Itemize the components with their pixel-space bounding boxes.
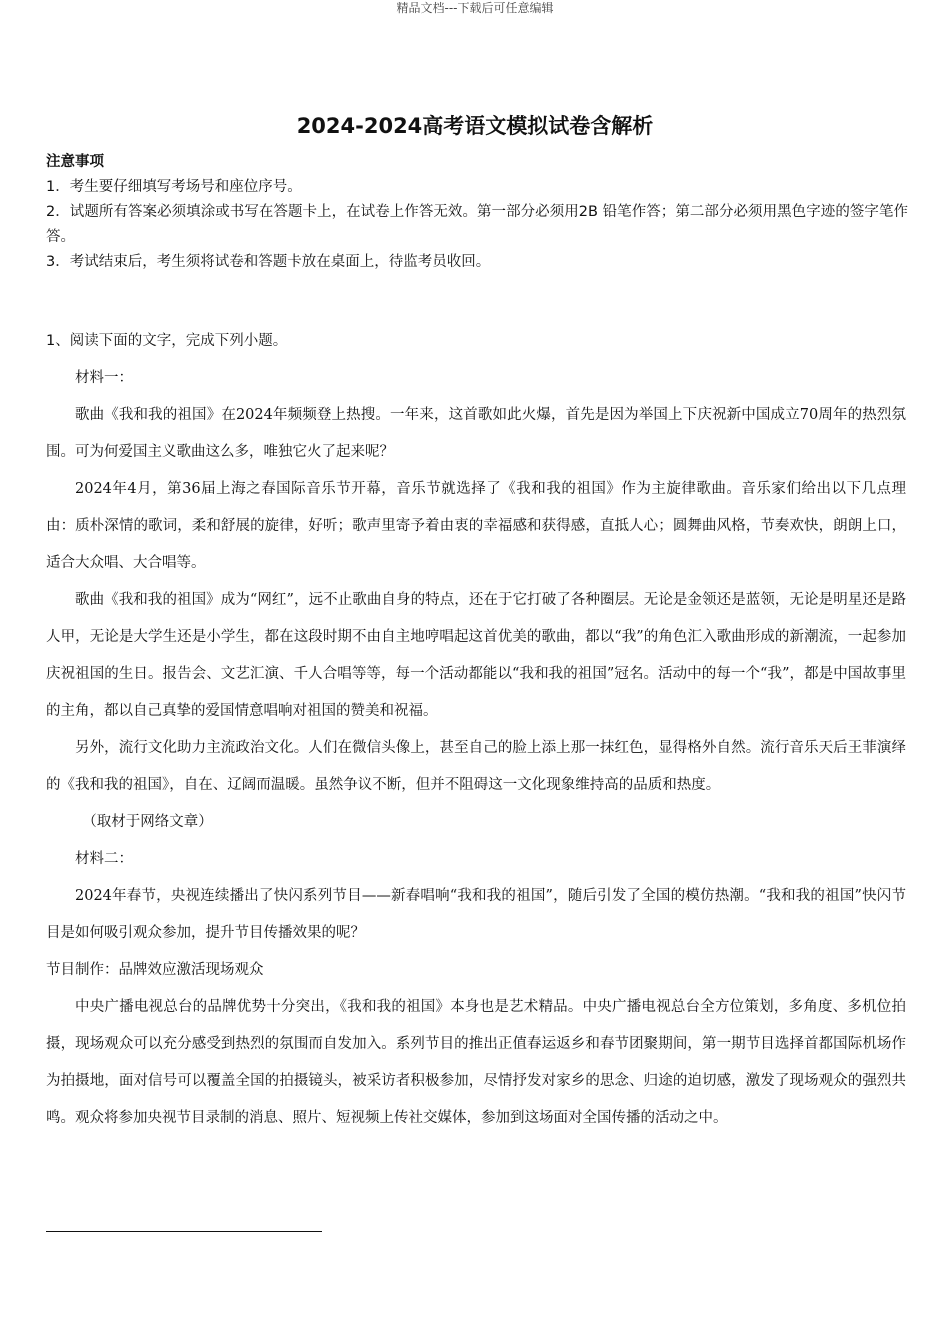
material1-paragraph: 另外，流行文化助力主流政治文化。人们在微信头像上，甚至自己的脸上添上那一抹红色，显得格外自然。流行音乐天后王菲演绎的《我和我的祖国》，自在、辽阔而温暖。虽然争议不断，但并不阻碍这一文化现象维持高的品质和热度。 <box>46 740 906 793</box>
notes-item-2: 2．试题所有答案必须填涂或书写在答题卡上，在试卷上作答无效。第一部分必须用2B 铅笔作答；第二部分必须用黑色字迹的签字笔作答。 <box>46 204 908 245</box>
question-content <box>46 323 906 1137</box>
question-heading: 1、阅读下面的文字，完成下列小题。 <box>46 333 288 349</box>
notes-heading: 注意事项 <box>46 154 104 170</box>
notes-item-1: 1．考生要仔细填写考场号和座位序号。 <box>46 179 302 195</box>
material1-paragraph: 歌曲《我和我的祖国》成为“网红”，远不止歌曲自身的特点，还在于它打破了各种圈层。无论是金领还是蓝领，无论是明星还是路人甲，无论是大学生还是小学生，都在这段时期不由自主地哼唱起这首优美的歌曲，都以“我”的角色汇入歌曲形成的新潮流，一起参加庆祝祖国的生日。报告会、文艺汇演、千人合唱等等，每一个活动都能以“我和我的祖国”冠名。活动中的每一个“我”，都是中国故事里的主角，都以自己真挚的爱国情意唱响对祖国的赞美和祝福。 <box>46 592 906 719</box>
notes-section <box>46 150 908 275</box>
material2-label: 材料二： <box>75 851 133 867</box>
section-paragraph: 中央广播电视总台的品牌优势十分突出，《我和我的祖国》本身也是艺术精品。中央广播电视总台全方位策划，多角度、多机位拍摄，现场观众可以充分感受到热烈的氛围而自发加入。系列节目的推出正值春运返乡和春节团聚期间，第一期节目选择首都国际机场作为拍摄地，面对信号可以覆盖全国的拍摄镜头，被采访者积极参加，尽情抒发对家乡的思念、归途的迫切感，激发了现场观众的强烈共鸣。观众将参加央视节目录制的消息、照片、短视频上传社交媒体，参加到这场面对全国传播的活动之中。 <box>46 999 906 1126</box>
material1-paragraph: 歌曲《我和我的祖国》在2024年频频登上热搜。一年来，这首歌如此火爆，首先是因为举国上下庆祝新中国成立70周年的热烈氛围。可为何爱国主义歌曲这么多，唯独它火了起来呢？ <box>46 407 906 460</box>
notes-item-3: 3．考试结束后，考生须将试卷和答题卡放在桌面上，待监考员收回。 <box>46 254 491 270</box>
exam-title: 2024-2024高考语文模拟试卷含解析 <box>296 114 654 138</box>
material1-source: （取材于网络文章） <box>82 814 213 830</box>
material1-paragraph: 2024年4月，第36届上海之春国际音乐节开幕，音乐节就选择了《我和我的祖国》作为主旋律歌曲。音乐家们给出以下几点理由：质朴深情的歌词，柔和舒展的旋律，好听；歌声里寄予着由衷的幸福感和获得感，直抵人心；圆舞曲风格，节奏欢快，朗朗上口，适合大众唱、大合唱等。 <box>46 481 906 571</box>
material2-intro: 2024年春节，央视连续播出了快闪系列节目——新春唱响“我和我的祖国”，随后引发了全国的模仿热潮。“我和我的祖国”快闪节目是如何吸引观众参加，提升节目传播效果的呢？ <box>46 888 906 941</box>
page-header: 精品文档---下载后可任意编辑 <box>396 1 554 15</box>
footnote-divider <box>46 1231 322 1232</box>
material1-label: 材料一： <box>75 370 133 386</box>
section-heading: 节目制作：品牌效应激活现场观众 <box>46 962 264 978</box>
